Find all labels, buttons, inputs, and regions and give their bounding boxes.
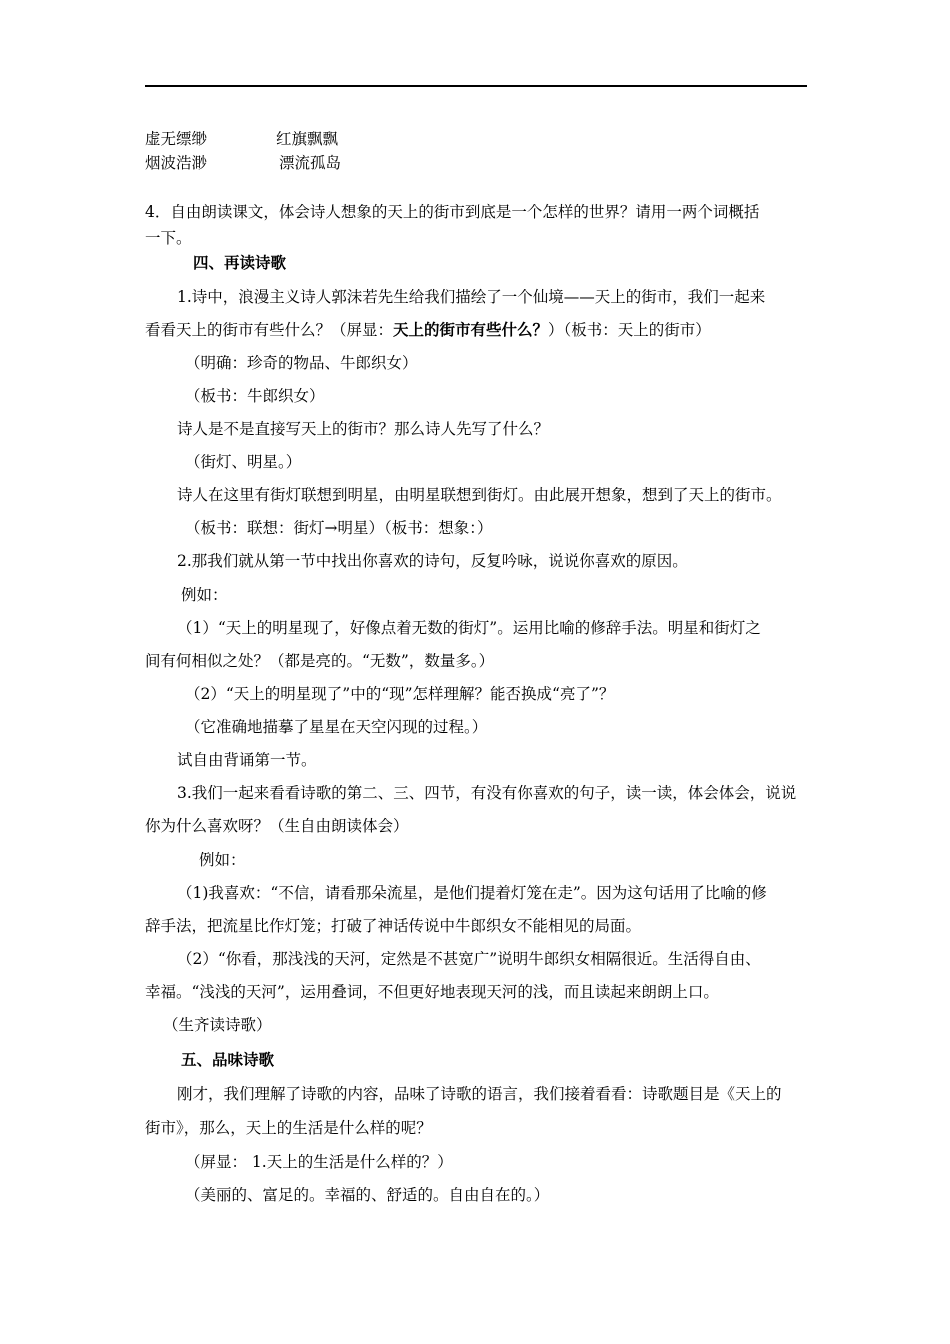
paragraph-1-text-end: ）（板书：天上的街市） (548, 321, 711, 339)
example-2: （2）“天上的明星现了”中的“现”怎样理解？能否换成“亮了”？ (185, 685, 615, 703)
answer-text: （街灯、明星。） (185, 453, 302, 471)
paragraph-3-line1: 3.我们一起来看看诗歌的第二、三、四节，有没有你喜欢的句子，读一读，体会体会，说说 (177, 784, 797, 802)
vocab-word: 虚无缥缈 (145, 130, 208, 148)
section-5-intro-line2: 街市》，那么，天上的生活是什么样的呢？ (145, 1119, 432, 1137)
example-1-line2: 间有何相似之处？（都是亮的。“无数”，数量多。） (145, 652, 495, 670)
explain-text: 诗人在这里有街灯联想到明星，由明星联想到街灯。由此展开想象，想到了天上的街市。 (177, 486, 782, 504)
paragraph-1-line2 (145, 319, 711, 341)
paragraph-1-line1: 1.诗中，浪漫主义诗人郭沫若先生给我们描绘了一个仙境——天上的街市，我们一起来 (177, 288, 766, 306)
paragraph-1-emphasis: 天上的街市有些什么？ (393, 320, 549, 339)
example-4-line2: 幸福。“浅浅的天河”，运用叠词，不但更好地表现天河的浅，而且读起来朗朗上口。 (145, 983, 719, 1001)
example-1-line1: （1）“天上的明星现了，好像点着无数的街灯”。运用比喻的修辞手法。明星和街灯之 (177, 619, 761, 637)
vocab-word: 红旗飘飘 (276, 130, 339, 148)
paragraph-1-text: 看看天上的街市有些什么？（屏显： (145, 321, 394, 339)
question-text: 诗人是不是直接写天上的街市？那么诗人先写了什么？ (177, 420, 550, 438)
section-5-heading: 五、品味诗歌 (181, 1050, 275, 1069)
section-4-heading: 四、再读诗歌 (193, 253, 287, 272)
question-4-line1: 4．自由朗读课文，体会诗人想象的天上的街市到底是一个怎样的世界？请用一两个词概括 (145, 203, 760, 221)
header-rule (145, 85, 807, 87)
example-3-line2: 辞手法，把流星比作灯笼；打破了神话传说中牛郎织女不能相见的局面。 (145, 917, 642, 935)
question-4-line2: 一下。 (145, 229, 192, 247)
example-3-line1: （1)我喜欢：“不信，请看那朵流星，是他们提着灯笼在走”。因为这句话用了比喻的修 (177, 884, 767, 902)
clarify-note: （明确：珍奇的物品、牛郎织女） (185, 354, 418, 372)
example-label: 例如： (181, 586, 228, 604)
class-read-note: （生齐读诗歌） (163, 1016, 272, 1034)
board-note: （板书：牛郎织女） (185, 387, 325, 405)
vocab-word: 烟波浩渺 (145, 154, 208, 172)
paragraph-2: 2.那我们就从第一节中找出你喜欢的诗句，反复吟咏，说说你喜欢的原因。 (177, 552, 688, 570)
vocab-word: 漂流孤岛 (279, 154, 342, 172)
answer-text: （美丽的、富足的。幸福的、舒适的。自由自在的。） (185, 1186, 550, 1204)
board-note: （板书：联想：街灯→明星）（板书：想象：） (185, 519, 493, 537)
recite-text: 试自由背诵第一节。 (177, 751, 317, 769)
example-2-answer: （它准确地描摹了星星在天空闪现的过程。） (185, 718, 488, 736)
section-5-intro-line1: 刚才，我们理解了诗歌的内容，品味了诗歌的语言，我们接着看看：诗歌题目是《天上的 (177, 1085, 782, 1103)
paragraph-3-line2: 你为什么喜欢呀？（生自由朗读体会） (145, 817, 409, 835)
example-4-line1: （2）“你看，那浅浅的天河，定然是不甚宽广”说明牛郎织女相隔很近。生活得自由、 (177, 950, 761, 968)
example-label: 例如： (199, 851, 246, 869)
screen-note: （屏显： 1.天上的生活是什么样的？） (185, 1153, 453, 1171)
